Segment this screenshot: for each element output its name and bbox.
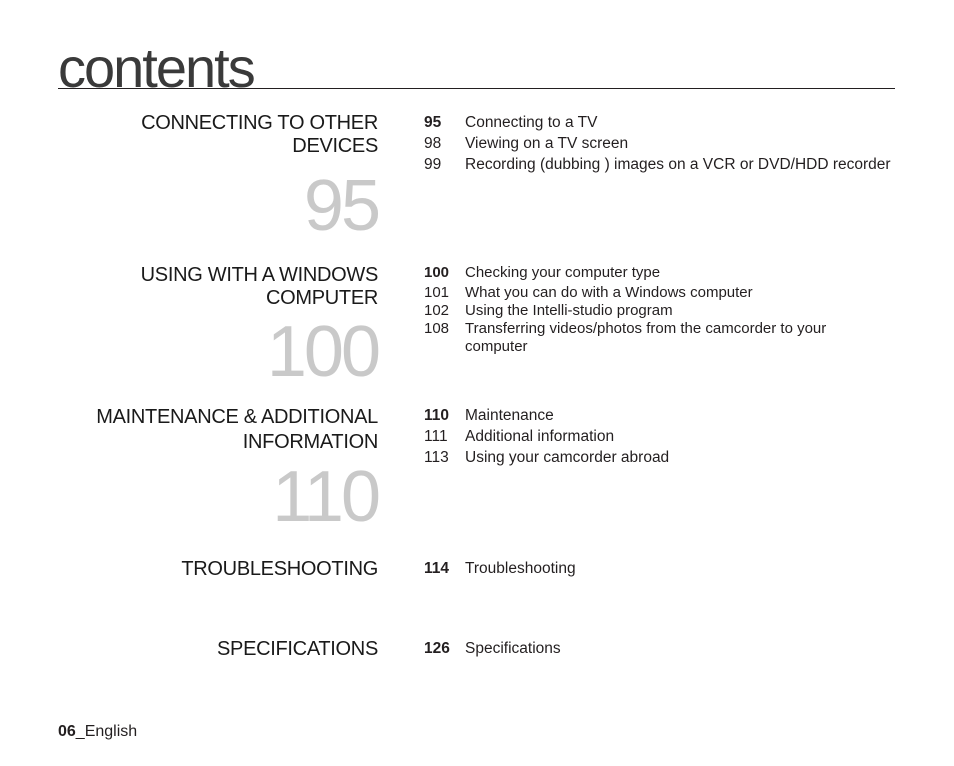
- title-divider: [58, 88, 895, 89]
- toc-page-number: 102: [424, 302, 450, 319]
- section-heading: MAINTENANCE & ADDITIONAL INFORMATION: [96, 406, 378, 453]
- toc-list: [424, 638, 904, 659]
- section-heading: CONNECTING TO OTHER DEVICES: [141, 112, 378, 157]
- footer-language: _English: [75, 723, 138, 740]
- toc-entry[interactable]: [424, 447, 904, 468]
- toc-list: [424, 264, 904, 356]
- toc-entry-title: Viewing on a TV screen: [465, 135, 629, 152]
- section-number: 110: [272, 457, 378, 537]
- toc-entry[interactable]: [424, 302, 904, 320]
- page-title: contents: [58, 36, 254, 99]
- section-heading: USING WITH A WINDOWS COMPUTER: [140, 264, 378, 309]
- page-footer: [58, 723, 137, 741]
- toc-page-number: 100: [424, 264, 450, 281]
- toc-entry-title: Using your camcorder abroad: [465, 449, 670, 466]
- toc-entry[interactable]: [424, 284, 904, 302]
- toc-list: [424, 558, 904, 579]
- toc-entry[interactable]: [424, 264, 904, 282]
- toc-entry-title: Checking your computer type: [465, 264, 661, 281]
- toc-entry-title: Recording (dubbing ) images on a VCR or DVD/HDD recorder: [465, 156, 891, 173]
- toc-page-number: 111: [424, 428, 448, 445]
- toc-entry-title: What you can do with a Windows computer: [465, 284, 753, 301]
- toc-entry[interactable]: [424, 154, 904, 175]
- toc-page-number: 95: [424, 114, 442, 131]
- section-heading: SPECIFICATIONS: [216, 638, 378, 660]
- section-number: 100: [266, 312, 378, 392]
- toc-page-number: 110: [424, 407, 450, 424]
- toc-entry[interactable]: [424, 558, 904, 579]
- toc-page-number: 108: [424, 320, 450, 337]
- toc-page-number: 126: [424, 640, 450, 657]
- toc-entry-title: Troubleshooting: [465, 560, 576, 577]
- toc-entry-title: Specifications: [465, 640, 561, 657]
- toc-entry[interactable]: [424, 405, 904, 426]
- toc-page-number: 98: [424, 135, 442, 152]
- toc-entry-title: Additional information: [465, 428, 615, 445]
- toc-entry-title: Maintenance: [465, 407, 554, 424]
- toc-entry-title: Using the Intelli-studio program: [465, 302, 673, 319]
- toc-list: [424, 112, 904, 175]
- toc-entry-title: Connecting to a TV: [465, 114, 598, 131]
- toc-page-number: 99: [424, 156, 442, 173]
- section-number: 95: [303, 166, 378, 246]
- toc-list: [424, 405, 904, 468]
- toc-entry[interactable]: [424, 638, 904, 659]
- toc-page-number: 113: [424, 449, 449, 466]
- toc-page-number: 114: [424, 560, 450, 577]
- footer-page-number: 06: [58, 723, 76, 740]
- toc-entry[interactable]: [424, 112, 904, 133]
- toc-entry[interactable]: [424, 133, 904, 154]
- toc-entry[interactable]: [424, 320, 904, 356]
- toc-entry-title: Transferring videos/photos from the camcorder to your computer: [465, 320, 827, 355]
- toc-page-number: 101: [424, 284, 450, 301]
- section-heading: TROUBLESHOOTING: [181, 558, 378, 580]
- toc-entry[interactable]: [424, 426, 904, 447]
